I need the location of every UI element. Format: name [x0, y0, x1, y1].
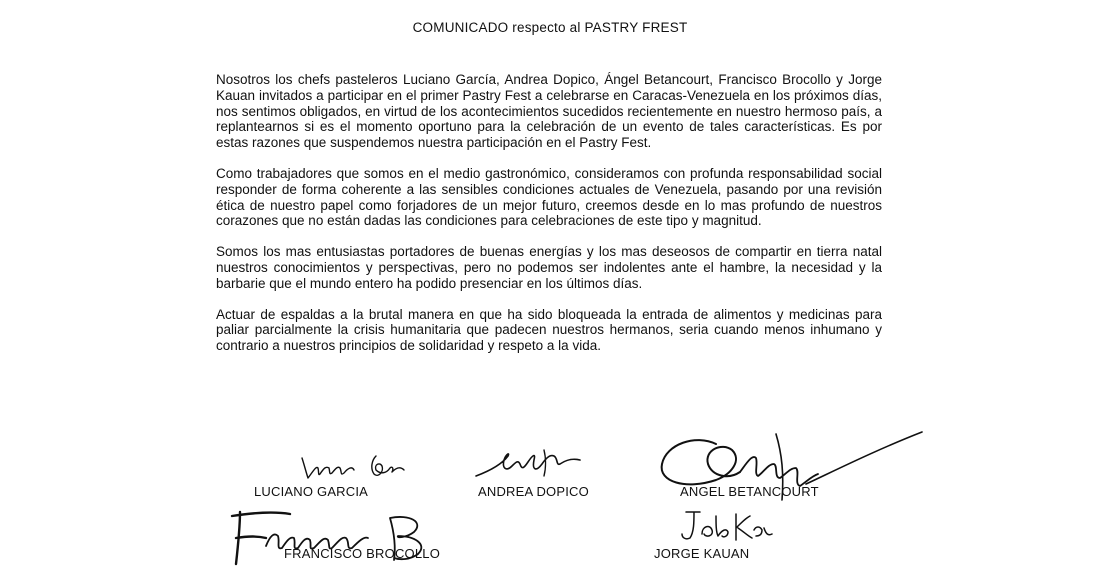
signature-name-jorge: JORGE KAUAN	[654, 546, 750, 561]
signature-name-andrea: ANDREA DOPICO	[478, 484, 589, 499]
paragraph-4: Actuar de espaldas a la brutal manera en que ha sido bloqueada la entrada de alimentos y medicinas para paliar parcialmente la crisis humanitaria que padecen nuestros hermanos, seria cuando menos inhumano y contrario a nuestros principios de solidaridad y respeto a la vida.	[216, 306, 882, 354]
signature-andrea-dopico	[472, 442, 592, 482]
signature-name-francisco: FRANCISCO BROCOLLO	[284, 546, 441, 561]
signature-luciano-garcia	[296, 444, 426, 484]
paragraph-2: Como trabajadores que somos en el medio gastronómico, consideramos con profunda responsabilidad social responder de forma coherente a las sensibles condiciones actuales de Venezuela, pasando por una revisión ética de nuestro papel como forjadores de un mejor futuro, creemos desde en lo mas profundo de nuestros corazones que no están dadas las condiciones para celebraciones de este tipo y magnitud.	[216, 165, 882, 229]
document-title: COMUNICADO respecto al PASTRY FREST	[412, 20, 688, 35]
signature-name-angel: ANGEL BETANCOURT	[680, 484, 819, 499]
paragraph-1: Nosotros los chefs pasteleros Luciano García, Andrea Dopico, Ángel Betancourt, Francisco Brocollo y Jorge Kauan invitados a participar en el primer Pastry Fest a celebrarse en Caracas-Venezuela en los próximos días, nos sentimos obligados, en virtud de los acontecimientos sucedidos recientemente en nuestro hermoso país, a replantearnos si es el momento oportuno para la celebración de un evento de tales características. Es por estas razones que suspendemos nuestra participación en el Pastry Fest.	[216, 72, 882, 151]
signature-name-luciano: LUCIANO GARCIA	[254, 484, 369, 499]
signature-jorge-kauan	[676, 506, 786, 544]
paragraph-3: Somos los mas entusiastas portadores de buenas energías y los mas deseosos de compartir en tierra natal nuestros conocimientos y perspectivas, pero no podemos ser indolentes ante el hambre, la necesidad y la barbarie que el mundo entero ha podido presenciar en los últimos días.	[216, 244, 882, 291]
statement-body	[216, 72, 882, 369]
